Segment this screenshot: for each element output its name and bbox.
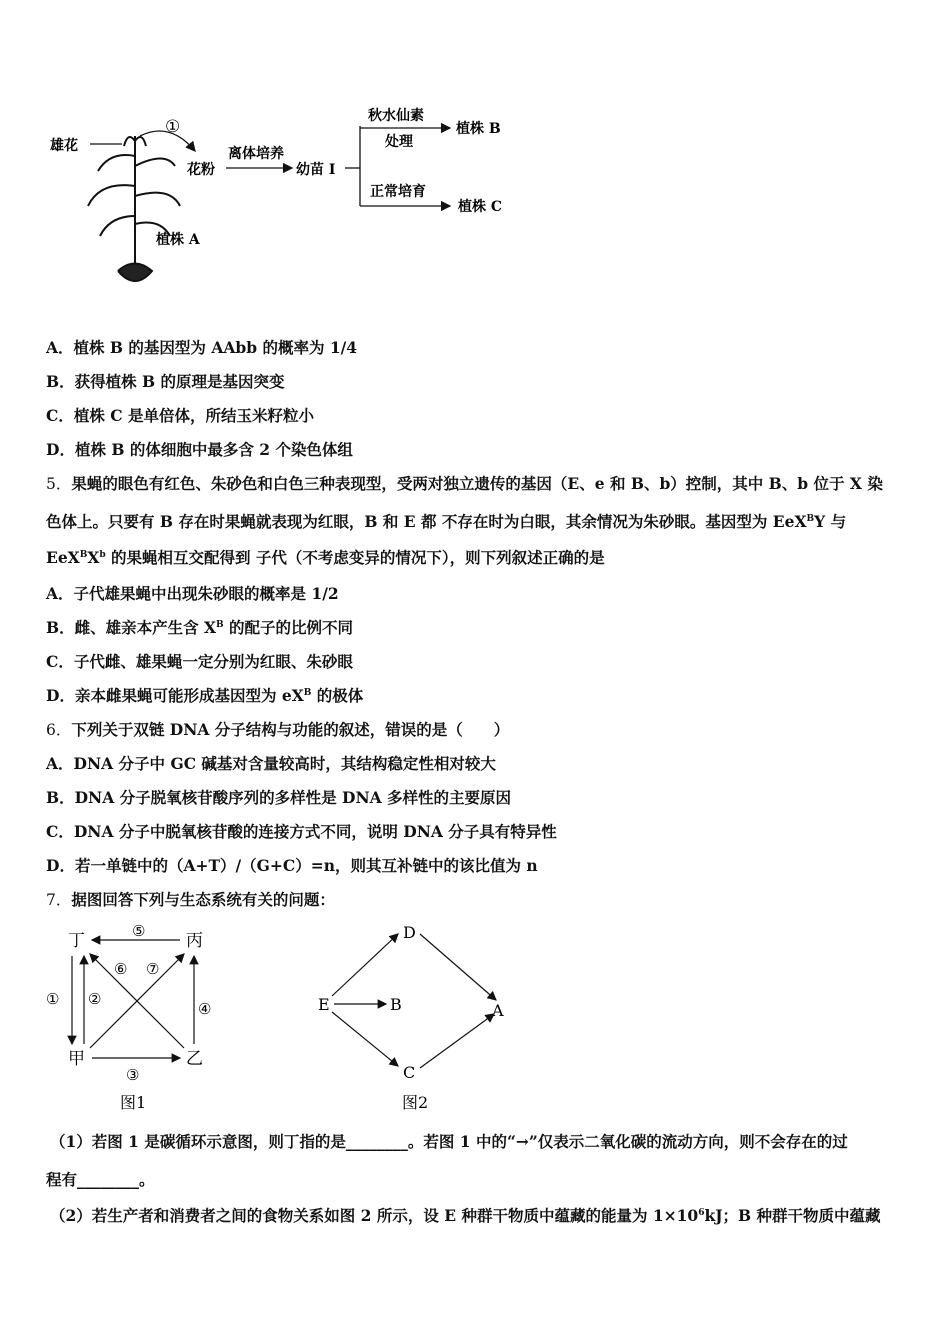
q5-stem-line2 bbox=[46, 510, 846, 532]
node-jia: 甲 bbox=[68, 1049, 85, 1069]
label-4: ④ bbox=[198, 1000, 212, 1018]
treat-label: 处理 bbox=[385, 134, 413, 150]
q5-text-3b: X bbox=[87, 548, 100, 567]
label-5: ⑤ bbox=[132, 922, 146, 940]
q5-text-1: 果蝇的眼色有红色、朱砂色和白色三种表现型，受两对独立遗传的基因（E、e 和 B、b）控制，其中 B、b 位于 X 染 bbox=[71, 474, 883, 493]
q5-text-2a: 色体上。只要有 B 存在时果蝇就表现为红眼，B 和 E 都 不存在时为白眼，其余情况为朱砂眼。基因型为 EeX bbox=[46, 512, 807, 531]
q7-sub2-sup: 6 bbox=[698, 1208, 705, 1218]
q5-text-3a: EeX bbox=[46, 548, 80, 567]
q5-option-a: A．子代雄果蝇中出现朱砂眼的概率是 1/2 bbox=[46, 584, 339, 603]
node-bing: 丙 bbox=[186, 931, 203, 951]
node-E: E bbox=[318, 995, 330, 1014]
q7-number: 7． bbox=[46, 891, 72, 909]
pollen-label: 花粉 bbox=[187, 162, 215, 178]
label-3: ③ bbox=[126, 1066, 140, 1084]
q5-text-3c: 的果蝇相互交配得到 子代（不考虑变异的情况下），则下列叙述正确的是 bbox=[105, 548, 605, 567]
colchicine-label: 秋水仙素 bbox=[368, 108, 424, 124]
label-6: ⑥ bbox=[114, 960, 128, 978]
q6-stem bbox=[46, 718, 509, 740]
figure-2-food-web bbox=[310, 918, 530, 1118]
q5-stem-line3 bbox=[46, 546, 605, 568]
q7-sub2-tail: kJ；B 种群干物质中蕴藏 bbox=[704, 1206, 881, 1225]
corn-plant-illustration bbox=[88, 136, 180, 281]
label-2: ② bbox=[88, 990, 102, 1008]
q5-option-d bbox=[46, 684, 363, 706]
q5-sup-3: b bbox=[99, 550, 106, 560]
q5-option-b bbox=[46, 616, 353, 638]
q5-sup-2: B bbox=[79, 550, 88, 560]
node-C: C bbox=[403, 1063, 416, 1082]
q7-stem bbox=[46, 888, 335, 910]
q4-option-c: C．植株 C 是单倍体，所结玉米籽粒小 bbox=[46, 406, 314, 425]
culture-label: 离体培养 bbox=[228, 146, 284, 162]
q6-option-c: C．DNA 分子中脱氧核苷酸的连接方式不同，说明 DNA 分子具有特异性 bbox=[46, 822, 557, 841]
q4-option-b: B．获得植株 B 的原理是基因突变 bbox=[46, 372, 285, 391]
q7-sub2-line1 bbox=[50, 1204, 881, 1226]
figure-2-caption: 图2 bbox=[402, 1093, 429, 1112]
q7-sub1-line1: （1）若图 1 是碳循环示意图，则丁指的是________。若图 1 中的“→”仅表示二氧化碳的流动方向，则不会存在的过 bbox=[50, 1132, 848, 1151]
breeding-diagram bbox=[40, 96, 560, 296]
q7-sub1-line2: 程有________。 bbox=[46, 1170, 155, 1189]
plant-b-label: 植株 B bbox=[456, 121, 501, 137]
plant-c-label: 植株 C bbox=[458, 199, 503, 215]
node-ding: 丁 bbox=[68, 931, 85, 951]
male-flower-label: 雄花 bbox=[50, 138, 78, 154]
q5-option-d-text: D．亲本雌果蝇可能形成基因型为 eX bbox=[46, 686, 304, 705]
q5-number: 5． bbox=[46, 475, 72, 493]
q5-option-d-sup: B bbox=[303, 688, 312, 698]
node-A: A bbox=[492, 1001, 504, 1020]
q7-stem-text: 据图回答下列与生态系统有关的问题： bbox=[71, 890, 335, 909]
label-1: ① bbox=[46, 990, 60, 1008]
q4-option-a: A．植株 B 的基因型为 AAbb 的概率为 1/4 bbox=[46, 338, 358, 357]
seedling-label: 幼苗 I bbox=[296, 162, 336, 178]
q5-option-b-tail: 的配子的比例不同 bbox=[223, 618, 354, 637]
q5-stem-line1 bbox=[46, 472, 883, 494]
q5-sup-1: B bbox=[806, 514, 815, 524]
q6-option-b: B．DNA 分子脱氧核苷酸序列的多样性是 DNA 多样性的主要原因 bbox=[46, 788, 512, 807]
q5-text-2b: Y 与 bbox=[814, 512, 847, 531]
q6-number: 6． bbox=[46, 721, 72, 739]
q5-option-b-text: B．雌、雄亲本产生含 X bbox=[46, 618, 217, 637]
q6-option-d: D．若一单链中的（A+T）/（G+C）=n，则其互补链中的该比值为 n bbox=[46, 856, 538, 875]
q5-option-d-tail: 的极体 bbox=[311, 686, 364, 705]
q7-sub2-text: （2）若生产者和消费者之间的食物关系如图 2 所示，设 E 种群干物质中蕴藏的能量为 1×10 bbox=[50, 1206, 699, 1225]
node-B: B bbox=[390, 995, 402, 1014]
label-7: ⑦ bbox=[146, 960, 160, 978]
figure-1-caption: 图1 bbox=[120, 1093, 147, 1112]
normal-label: 正常培育 bbox=[370, 184, 426, 200]
figure-1-carbon-cycle bbox=[40, 918, 240, 1118]
q4-option-d: D．植株 B 的体细胞中最多含 2 个染色体组 bbox=[46, 440, 353, 459]
node-D: D bbox=[403, 923, 416, 942]
node-yi: 乙 bbox=[186, 1049, 203, 1069]
q5-option-c: C．子代雌、雄果蝇一定分别为红眼、朱砂眼 bbox=[46, 652, 353, 671]
step-1-label: ① bbox=[165, 117, 181, 137]
q6-stem-text: 下列关于双链 DNA 分子结构与功能的叙述，错误的是（ ） bbox=[71, 720, 510, 739]
q6-option-a: A．DNA 分子中 GC 碱基对含量较高时，其结构稳定性相对较大 bbox=[46, 754, 496, 773]
q5-option-b-sup: B bbox=[216, 620, 224, 630]
plant-a-label: 植株 A bbox=[156, 232, 200, 248]
